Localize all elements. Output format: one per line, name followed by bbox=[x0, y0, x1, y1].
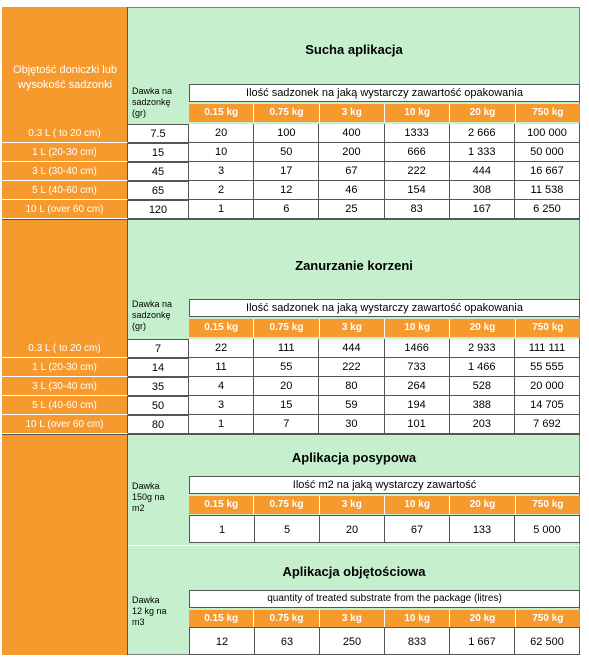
package-size: 20 kg bbox=[449, 610, 514, 628]
value-cell: 200 bbox=[319, 143, 384, 162]
value-cell: 1 466 bbox=[450, 358, 515, 377]
value-cell: 6 bbox=[254, 200, 319, 219]
value-cell: 67 bbox=[319, 162, 384, 181]
value-cell: 111 bbox=[254, 339, 319, 358]
value-cell: 1 bbox=[189, 515, 255, 543]
package-size: 0.75 kg bbox=[253, 610, 318, 628]
package-size: 20 kg bbox=[449, 104, 514, 122]
table-row bbox=[2, 124, 580, 143]
value-cell: 50 000 bbox=[515, 143, 580, 162]
table-row bbox=[2, 162, 580, 181]
value-cell: 5 000 bbox=[515, 515, 580, 543]
left-column bbox=[2, 7, 128, 655]
dose-cell: 45 bbox=[128, 162, 189, 181]
package-size: 0.75 kg bbox=[253, 104, 318, 122]
value-cell: 1 333 bbox=[450, 143, 515, 162]
value-cell: 3 bbox=[189, 396, 254, 415]
value-cell: 264 bbox=[385, 377, 450, 396]
section-divider bbox=[2, 434, 580, 435]
package-size: 750 kg bbox=[515, 104, 580, 122]
quantity-header-zanurzanie: Ilość sadzonek na jaką wystarczy zawartość opakowania bbox=[189, 299, 580, 317]
value-cell: 1466 bbox=[385, 339, 450, 358]
size-label: 10 L (over 60 cm) bbox=[2, 415, 128, 434]
value-cell: 2 666 bbox=[450, 124, 515, 143]
value-cell: 10 bbox=[189, 143, 254, 162]
package-header-zanurzanie bbox=[189, 319, 580, 337]
table-row bbox=[2, 396, 580, 415]
package-size: 0.15 kg bbox=[189, 610, 253, 628]
value-cell: 154 bbox=[385, 181, 450, 200]
size-label: 0.3 L ( to 20 cm) bbox=[2, 124, 128, 143]
table-row bbox=[189, 627, 580, 655]
package-size: 10 kg bbox=[384, 319, 449, 337]
package-size: 750 kg bbox=[515, 610, 580, 628]
dose-cell: 50 bbox=[128, 396, 189, 415]
value-cell: 20 000 bbox=[515, 377, 580, 396]
value-cell: 17 bbox=[254, 162, 319, 181]
value-cell: 63 bbox=[255, 627, 320, 655]
package-size: 750 kg bbox=[515, 496, 580, 514]
package-size: 0.75 kg bbox=[253, 496, 318, 514]
value-cell: 133 bbox=[450, 515, 515, 543]
left-header: Objętość doniczki lub wysokość sadzonki bbox=[13, 64, 117, 91]
dawka-label-zanurzanie: Dawka na sadzonkę (gr) bbox=[132, 299, 173, 331]
section-title-objetosciowa: Aplikacja objętościowa bbox=[282, 564, 426, 579]
value-cell: 2 933 bbox=[450, 339, 515, 358]
value-cell: 833 bbox=[385, 627, 450, 655]
dawka-label-posypowa: Dawka 150g na m2 bbox=[132, 481, 165, 513]
value-cell: 1 bbox=[189, 415, 254, 434]
value-cell: 100 bbox=[254, 124, 319, 143]
value-cell: 20 bbox=[254, 377, 319, 396]
table-row bbox=[2, 143, 580, 162]
size-label: 1 L (20-30 cm) bbox=[2, 143, 128, 162]
dose-cell: 7 bbox=[128, 339, 189, 358]
table-row bbox=[2, 358, 580, 377]
dose-cell: 7.5 bbox=[128, 124, 189, 143]
value-cell: 55 bbox=[254, 358, 319, 377]
section-divider bbox=[2, 219, 580, 220]
value-cell: 444 bbox=[450, 162, 515, 181]
value-cell: 308 bbox=[450, 181, 515, 200]
quantity-header-objetosciowa: quantity of treated substrate from the package (litres) bbox=[189, 590, 580, 608]
package-size: 0.15 kg bbox=[189, 496, 253, 514]
value-cell: 388 bbox=[450, 396, 515, 415]
package-size: 20 kg bbox=[449, 496, 514, 514]
value-cell: 80 bbox=[319, 377, 384, 396]
value-cell: 20 bbox=[320, 515, 385, 543]
package-size: 10 kg bbox=[384, 104, 449, 122]
value-cell: 528 bbox=[450, 377, 515, 396]
value-cell: 666 bbox=[385, 143, 450, 162]
dose-cell: 15 bbox=[128, 143, 189, 162]
package-size: 0.15 kg bbox=[189, 104, 253, 122]
dose-cell: 14 bbox=[128, 358, 189, 377]
dose-cell: 80 bbox=[128, 415, 189, 434]
value-cell: 203 bbox=[450, 415, 515, 434]
value-cell: 7 bbox=[254, 415, 319, 434]
value-cell: 400 bbox=[319, 124, 384, 143]
table-row bbox=[2, 377, 580, 396]
dose-cell: 35 bbox=[128, 377, 189, 396]
package-size: 0.15 kg bbox=[189, 319, 253, 337]
value-cell: 15 bbox=[254, 396, 319, 415]
value-cell: 55 555 bbox=[515, 358, 580, 377]
value-cell: 59 bbox=[319, 396, 384, 415]
value-cell: 11 bbox=[189, 358, 254, 377]
value-cell: 22 bbox=[189, 339, 254, 358]
package-header-sucha bbox=[189, 104, 580, 122]
size-label: 3 L (30-40 cm) bbox=[2, 162, 128, 181]
size-label: 0.3 L ( to 20 cm) bbox=[2, 339, 128, 358]
value-cell: 167 bbox=[450, 200, 515, 219]
package-size: 10 kg bbox=[384, 610, 449, 628]
value-cell: 7 692 bbox=[515, 415, 580, 434]
value-cell: 111 111 bbox=[515, 339, 580, 358]
value-cell: 5 bbox=[255, 515, 320, 543]
table-row bbox=[2, 200, 580, 219]
value-cell: 733 bbox=[385, 358, 450, 377]
package-size: 10 kg bbox=[384, 496, 449, 514]
value-cell: 2 bbox=[189, 181, 254, 200]
value-cell: 12 bbox=[189, 627, 255, 655]
value-cell: 12 bbox=[254, 181, 319, 200]
value-cell: 444 bbox=[319, 339, 384, 358]
table-row bbox=[2, 339, 580, 358]
value-cell: 1 bbox=[189, 200, 254, 219]
value-cell: 30 bbox=[319, 415, 384, 434]
value-cell: 3 bbox=[189, 162, 254, 181]
value-cell: 101 bbox=[385, 415, 450, 434]
value-cell: 20 bbox=[189, 124, 254, 143]
section-title-sucha: Sucha aplikacja bbox=[305, 42, 403, 57]
dose-cell: 120 bbox=[128, 200, 189, 219]
value-cell: 4 bbox=[189, 377, 254, 396]
package-size: 3 kg bbox=[319, 610, 384, 628]
value-cell: 222 bbox=[319, 358, 384, 377]
value-cell: 194 bbox=[385, 396, 450, 415]
table-row bbox=[189, 515, 580, 543]
package-header-posypowa bbox=[189, 496, 580, 514]
size-label: 5 L (40-60 cm) bbox=[2, 396, 128, 415]
value-cell: 50 bbox=[254, 143, 319, 162]
package-size: 3 kg bbox=[319, 104, 384, 122]
size-label: 3 L (30-40 cm) bbox=[2, 377, 128, 396]
package-size: 3 kg bbox=[319, 319, 384, 337]
value-cell: 67 bbox=[385, 515, 450, 543]
value-cell: 83 bbox=[385, 200, 450, 219]
value-cell: 14 705 bbox=[515, 396, 580, 415]
section-divider bbox=[128, 545, 580, 546]
value-cell: 6 250 bbox=[515, 200, 580, 219]
package-size: 20 kg bbox=[449, 319, 514, 337]
size-label: 1 L (20-30 cm) bbox=[2, 358, 128, 377]
value-cell: 250 bbox=[320, 627, 385, 655]
section-title-posypowa: Aplikacja posypowa bbox=[291, 450, 417, 465]
value-cell: 25 bbox=[319, 200, 384, 219]
value-cell: 100 000 bbox=[515, 124, 580, 143]
value-cell: 222 bbox=[385, 162, 450, 181]
package-size: 0.75 kg bbox=[253, 319, 318, 337]
quantity-header-posypowa: Ilość m2 na jaką wystarczy zawartość bbox=[189, 476, 580, 494]
section-title-zanurzanie: Zanurzanie korzeni bbox=[295, 258, 413, 273]
dawka-label-objetosciowa: Dawka 12 kg na m3 bbox=[132, 595, 167, 627]
package-header-objetosciowa bbox=[189, 610, 580, 628]
table-row bbox=[2, 415, 580, 434]
size-label: 10 L (over 60 cm) bbox=[2, 200, 128, 219]
value-cell: 11 538 bbox=[515, 181, 580, 200]
package-size: 3 kg bbox=[319, 496, 384, 514]
value-cell: 1 667 bbox=[450, 627, 515, 655]
size-label: 5 L (40-60 cm) bbox=[2, 181, 128, 200]
value-cell: 16 667 bbox=[515, 162, 580, 181]
value-cell: 46 bbox=[319, 181, 384, 200]
value-cell: 62 500 bbox=[515, 627, 580, 655]
quantity-header-sucha: Ilość sadzonek na jaką wystarczy zawartość opakowania bbox=[189, 84, 580, 102]
package-size: 750 kg bbox=[515, 319, 580, 337]
dose-cell: 65 bbox=[128, 181, 189, 200]
dawka-label-sucha: Dawka na sadzonkę (gr) bbox=[132, 86, 173, 118]
value-cell: 1333 bbox=[385, 124, 450, 143]
table-row bbox=[2, 181, 580, 200]
